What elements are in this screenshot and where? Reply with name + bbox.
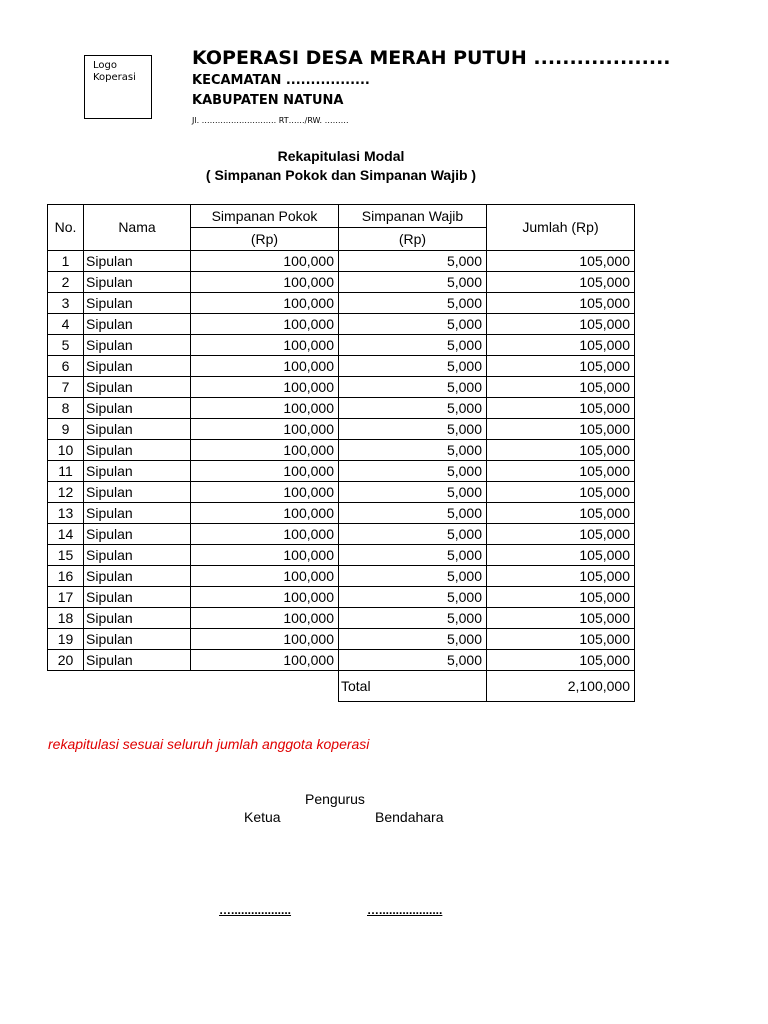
signature-ketua-label: Ketua	[244, 809, 281, 825]
signature-ketua-line: …..................	[219, 903, 292, 917]
row-nama: Sipulan	[84, 272, 191, 293]
table-row	[48, 398, 635, 419]
row-nama: Sipulan	[84, 503, 191, 524]
row-simpanan-pokok: 100,000	[191, 482, 339, 503]
row-simpanan-pokok: 100,000	[191, 356, 339, 377]
row-no: 14	[48, 524, 84, 545]
row-nama: Sipulan	[84, 524, 191, 545]
table-row	[48, 650, 635, 671]
header-pokok-unit: (Rp)	[191, 228, 339, 251]
row-simpanan-wajib: 5,000	[339, 272, 487, 293]
row-jumlah: 105,000	[487, 356, 635, 377]
row-simpanan-wajib: 5,000	[339, 440, 487, 461]
row-nama: Sipulan	[84, 650, 191, 671]
rekap-table	[47, 204, 635, 702]
row-jumlah: 105,000	[487, 398, 635, 419]
header-jumlah: Jumlah (Rp)	[487, 205, 635, 251]
table-row	[48, 587, 635, 608]
row-nama: Sipulan	[84, 335, 191, 356]
row-simpanan-pokok: 100,000	[191, 608, 339, 629]
table-row	[48, 377, 635, 398]
org-name: KOPERASI DESA MERAH PUTUH ...................	[192, 47, 671, 69]
row-simpanan-pokok: 100,000	[191, 629, 339, 650]
header-nama: Nama	[84, 205, 191, 251]
row-no: 15	[48, 545, 84, 566]
row-jumlah: 105,000	[487, 461, 635, 482]
table-row	[48, 293, 635, 314]
row-nama: Sipulan	[84, 440, 191, 461]
row-no: 2	[48, 272, 84, 293]
org-address: Jl. ………………………. RT……/RW. ………	[192, 116, 349, 125]
row-simpanan-pokok: 100,000	[191, 335, 339, 356]
document-title: Rekapitulasi Modal	[277, 148, 405, 164]
logo-text-line1: Logo	[93, 60, 117, 71]
row-simpanan-wajib: 5,000	[339, 482, 487, 503]
table-row	[48, 503, 635, 524]
row-jumlah: 105,000	[487, 251, 635, 272]
row-simpanan-pokok: 100,000	[191, 650, 339, 671]
org-kecamatan: KECAMATAN .................	[192, 73, 370, 88]
total-row	[48, 671, 635, 702]
header-simpanan-pokok: Simpanan Pokok	[191, 205, 339, 228]
row-simpanan-pokok: 100,000	[191, 440, 339, 461]
header-simpanan-wajib: Simpanan Wajib	[339, 205, 487, 228]
row-simpanan-pokok: 100,000	[191, 377, 339, 398]
row-jumlah: 105,000	[487, 314, 635, 335]
row-simpanan-wajib: 5,000	[339, 608, 487, 629]
row-simpanan-pokok: 100,000	[191, 587, 339, 608]
table-row	[48, 482, 635, 503]
row-simpanan-wajib: 5,000	[339, 566, 487, 587]
row-no: 11	[48, 461, 84, 482]
header-wajib-unit: (Rp)	[339, 228, 487, 251]
row-nama: Sipulan	[84, 293, 191, 314]
row-simpanan-wajib: 5,000	[339, 356, 487, 377]
row-no: 7	[48, 377, 84, 398]
document-subtitle: ( Simpanan Pokok dan Simpanan Wajib )	[205, 167, 477, 183]
row-nama: Sipulan	[84, 356, 191, 377]
row-no: 18	[48, 608, 84, 629]
row-simpanan-wajib: 5,000	[339, 503, 487, 524]
row-no: 13	[48, 503, 84, 524]
row-jumlah: 105,000	[487, 587, 635, 608]
header-no: No.	[48, 205, 84, 251]
row-no: 8	[48, 398, 84, 419]
row-jumlah: 105,000	[487, 503, 635, 524]
table-row	[48, 335, 635, 356]
row-jumlah: 105,000	[487, 650, 635, 671]
row-simpanan-wajib: 5,000	[339, 314, 487, 335]
signature-bendahara-line: …...................	[367, 903, 443, 917]
signature-bendahara-label: Bendahara	[375, 809, 444, 825]
row-simpanan-pokok: 100,000	[191, 272, 339, 293]
row-simpanan-wajib: 5,000	[339, 335, 487, 356]
row-nama: Sipulan	[84, 587, 191, 608]
row-jumlah: 105,000	[487, 335, 635, 356]
table-row	[48, 440, 635, 461]
row-no: 16	[48, 566, 84, 587]
row-no: 9	[48, 419, 84, 440]
row-simpanan-wajib: 5,000	[339, 293, 487, 314]
row-nama: Sipulan	[84, 251, 191, 272]
note-text: rekapitulasi sesuai seluruh jumlah anggota koperasi	[48, 736, 370, 752]
row-no: 4	[48, 314, 84, 335]
row-no: 3	[48, 293, 84, 314]
row-nama: Sipulan	[84, 314, 191, 335]
table-row	[48, 314, 635, 335]
total-value: 2,100,000	[487, 671, 635, 702]
row-simpanan-pokok: 100,000	[191, 293, 339, 314]
row-simpanan-wajib: 5,000	[339, 251, 487, 272]
row-no: 12	[48, 482, 84, 503]
row-nama: Sipulan	[84, 608, 191, 629]
row-nama: Sipulan	[84, 545, 191, 566]
logo-placeholder	[84, 55, 152, 119]
table-row	[48, 608, 635, 629]
row-jumlah: 105,000	[487, 419, 635, 440]
signature-pengurus-label: Pengurus	[305, 791, 365, 807]
total-label: Total	[339, 671, 487, 702]
row-simpanan-wajib: 5,000	[339, 377, 487, 398]
row-simpanan-pokok: 100,000	[191, 461, 339, 482]
total-row-spacer	[48, 671, 339, 702]
table-row	[48, 545, 635, 566]
row-jumlah: 105,000	[487, 545, 635, 566]
table-row	[48, 251, 635, 272]
row-jumlah: 105,000	[487, 482, 635, 503]
row-jumlah: 105,000	[487, 524, 635, 545]
row-nama: Sipulan	[84, 566, 191, 587]
table-row	[48, 629, 635, 650]
row-simpanan-pokok: 100,000	[191, 524, 339, 545]
row-jumlah: 105,000	[487, 608, 635, 629]
row-simpanan-pokok: 100,000	[191, 545, 339, 566]
table-row	[48, 272, 635, 293]
table-row	[48, 419, 635, 440]
row-nama: Sipulan	[84, 461, 191, 482]
table-row	[48, 566, 635, 587]
row-simpanan-pokok: 100,000	[191, 566, 339, 587]
row-simpanan-wajib: 5,000	[339, 461, 487, 482]
row-simpanan-wajib: 5,000	[339, 545, 487, 566]
row-jumlah: 105,000	[487, 293, 635, 314]
row-no: 17	[48, 587, 84, 608]
row-simpanan-pokok: 100,000	[191, 419, 339, 440]
row-simpanan-wajib: 5,000	[339, 587, 487, 608]
table-header-row	[48, 205, 635, 228]
row-simpanan-pokok: 100,000	[191, 314, 339, 335]
row-simpanan-pokok: 100,000	[191, 503, 339, 524]
row-simpanan-wajib: 5,000	[339, 629, 487, 650]
row-jumlah: 105,000	[487, 566, 635, 587]
row-simpanan-wajib: 5,000	[339, 398, 487, 419]
row-no: 20	[48, 650, 84, 671]
row-simpanan-pokok: 100,000	[191, 251, 339, 272]
row-no: 6	[48, 356, 84, 377]
row-simpanan-pokok: 100,000	[191, 398, 339, 419]
row-no: 10	[48, 440, 84, 461]
row-nama: Sipulan	[84, 419, 191, 440]
row-nama: Sipulan	[84, 482, 191, 503]
row-no: 5	[48, 335, 84, 356]
row-simpanan-wajib: 5,000	[339, 419, 487, 440]
row-nama: Sipulan	[84, 398, 191, 419]
row-jumlah: 105,000	[487, 272, 635, 293]
table-row	[48, 356, 635, 377]
row-no: 1	[48, 251, 84, 272]
row-jumlah: 105,000	[487, 440, 635, 461]
row-nama: Sipulan	[84, 629, 191, 650]
logo-text-line2: Koperasi	[93, 72, 136, 83]
row-jumlah: 105,000	[487, 377, 635, 398]
org-kabupaten: KABUPATEN NATUNA	[192, 93, 344, 108]
row-simpanan-wajib: 5,000	[339, 650, 487, 671]
table-row	[48, 461, 635, 482]
row-jumlah: 105,000	[487, 629, 635, 650]
table-row	[48, 524, 635, 545]
row-simpanan-wajib: 5,000	[339, 524, 487, 545]
row-no: 19	[48, 629, 84, 650]
row-nama: Sipulan	[84, 377, 191, 398]
